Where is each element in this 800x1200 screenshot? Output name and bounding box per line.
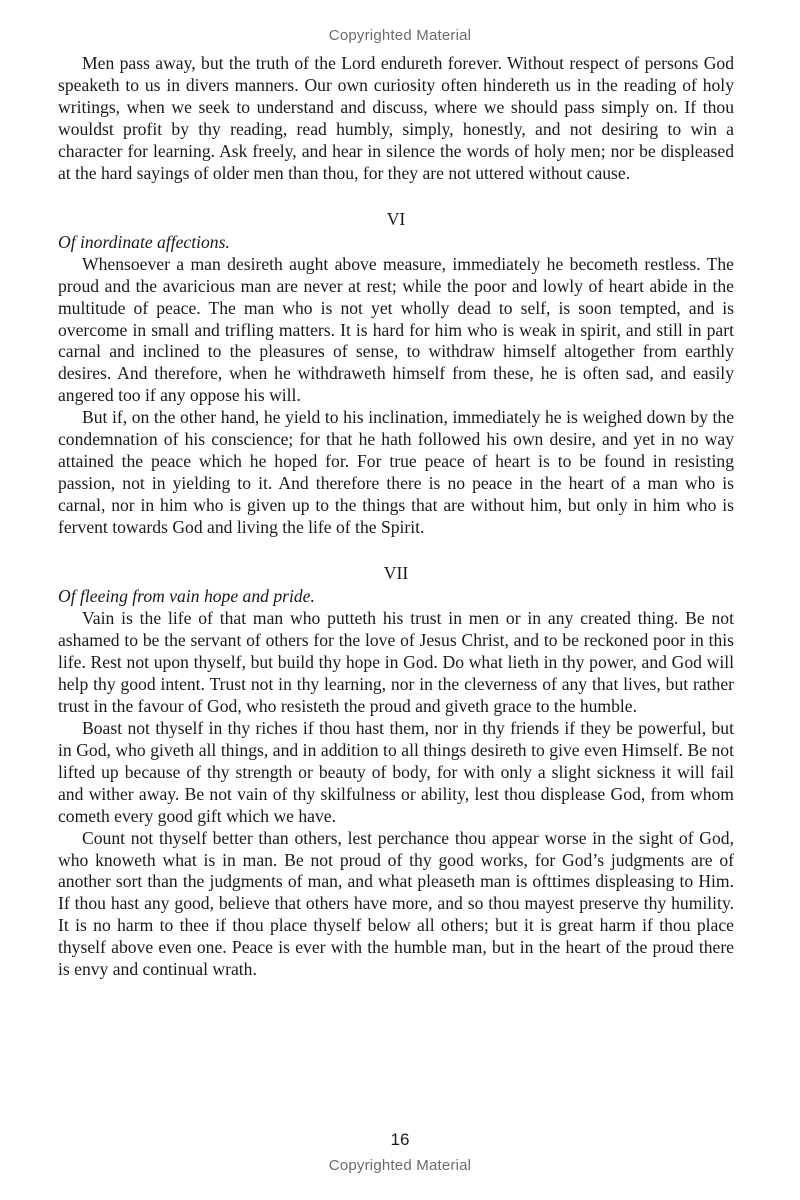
page-body [58,53,734,981]
chapter-vii [58,562,734,981]
chapter-paragraph: Count not thyself better than others, lest perchance thou appear worse in the sight of God, who knoweth what is in man. Be not proud of thy good works, for God’s judgments are of another sort than the judgments of man, and what pleaseth man is ofttimes displeasing to Him. If thou hast any good, believe that others have more, and so thou mayest preserve thy humility. It is no harm to thee if thou place thyself below all others; but it is great harm if thou place thyself above even one. Peace is ever with the humble man, but in the heart of the proud there is envy and continual wrath. [58,827,734,980]
chapter-vi [58,208,734,539]
chapter-title: Of fleeing from vain hope and pride. [58,586,315,607]
chapter-paragraph: Whensoever a man desireth aught above measure, immediately he becometh restless. The proud and the avaricious man are never at rest; while the poor and lowly of heart abide in the multitude of peace. The man who is not yet wholly dead to self, is soon tempted, and is overcome in small and trifling matters. It is hard for him who is weak in spirit, and still in part carnal and inclined to the pleasures of sense, to withdraw himself altogether from earthly desires. And therefore, when he withdraweth himself from these, he is often sad, and easily angered too if any oppose his will. [58,253,734,406]
page-number: 16 [390,1130,410,1149]
chapter-paragraph: But if, on the other hand, he yield to his inclination, immediately he is weighed down by the condemnation of his conscience; for that he hath followed his own desire, and yet in no way attained the peace which he hoped for. For true peace of heart is to be found in resisting passion, not in yielding to it. And therefore there is no peace in the heart of a man who is carnal, nor in him who is given up to the things that are without him, but only in him who is fervent towards God and living the life of the Spirit. [58,407,734,538]
chapter-paragraph: Boast not thyself in thy riches if thou hast them, nor in thy friends if they be powerful, but in God, who giveth all things, and in addition to all things desireth to give even Himself. Be not lifted up because of thy strength or beauty of body, for with only a slight sickness it will fail and wither away. Be not vain of thy skilfulness or ability, lest thou displease God, from whom cometh every good gift which we have. [58,717,734,826]
chapter-title: Of inordinate affections. [58,231,230,252]
chapter-paragraph: Vain is the life of that man who putteth his trust in men or in any created thing. Be not ashamed to be the servant of others for the love of Jesus Christ, and to be reckoned poor in this life. Rest not upon thyself, but build thy hope in God. Do what lieth in thy power, and God will help thy good intent. Trust not in thy learning, nor in the cleverness of any that lives, but rather trust in the favour of God, who resisteth the proud and giveth grace to the humble. [58,608,734,716]
copyright-watermark-top: Copyrighted Material [328,27,472,44]
intro-paragraph: Men pass away, but the truth of the Lord endureth forever. Without respect of persons God speaketh to us in divers manners. Our own curiosity often hindereth us in the reading of holy writings, when we seek to understand and discuss, where we should pass simply on. If thou wouldst profit by thy reading, read humbly, simply, honestly, and not desiring to win a character for learning. Ask freely, and hear in silence the words of holy men; nor be displeased at the hard sayings of older men than thou, for they are not uttered without cause. [58,53,734,183]
copyright-watermark-bottom: Copyrighted Material [328,1157,472,1174]
chapter-number: VII [383,563,409,584]
chapter-number: VI [386,208,406,229]
